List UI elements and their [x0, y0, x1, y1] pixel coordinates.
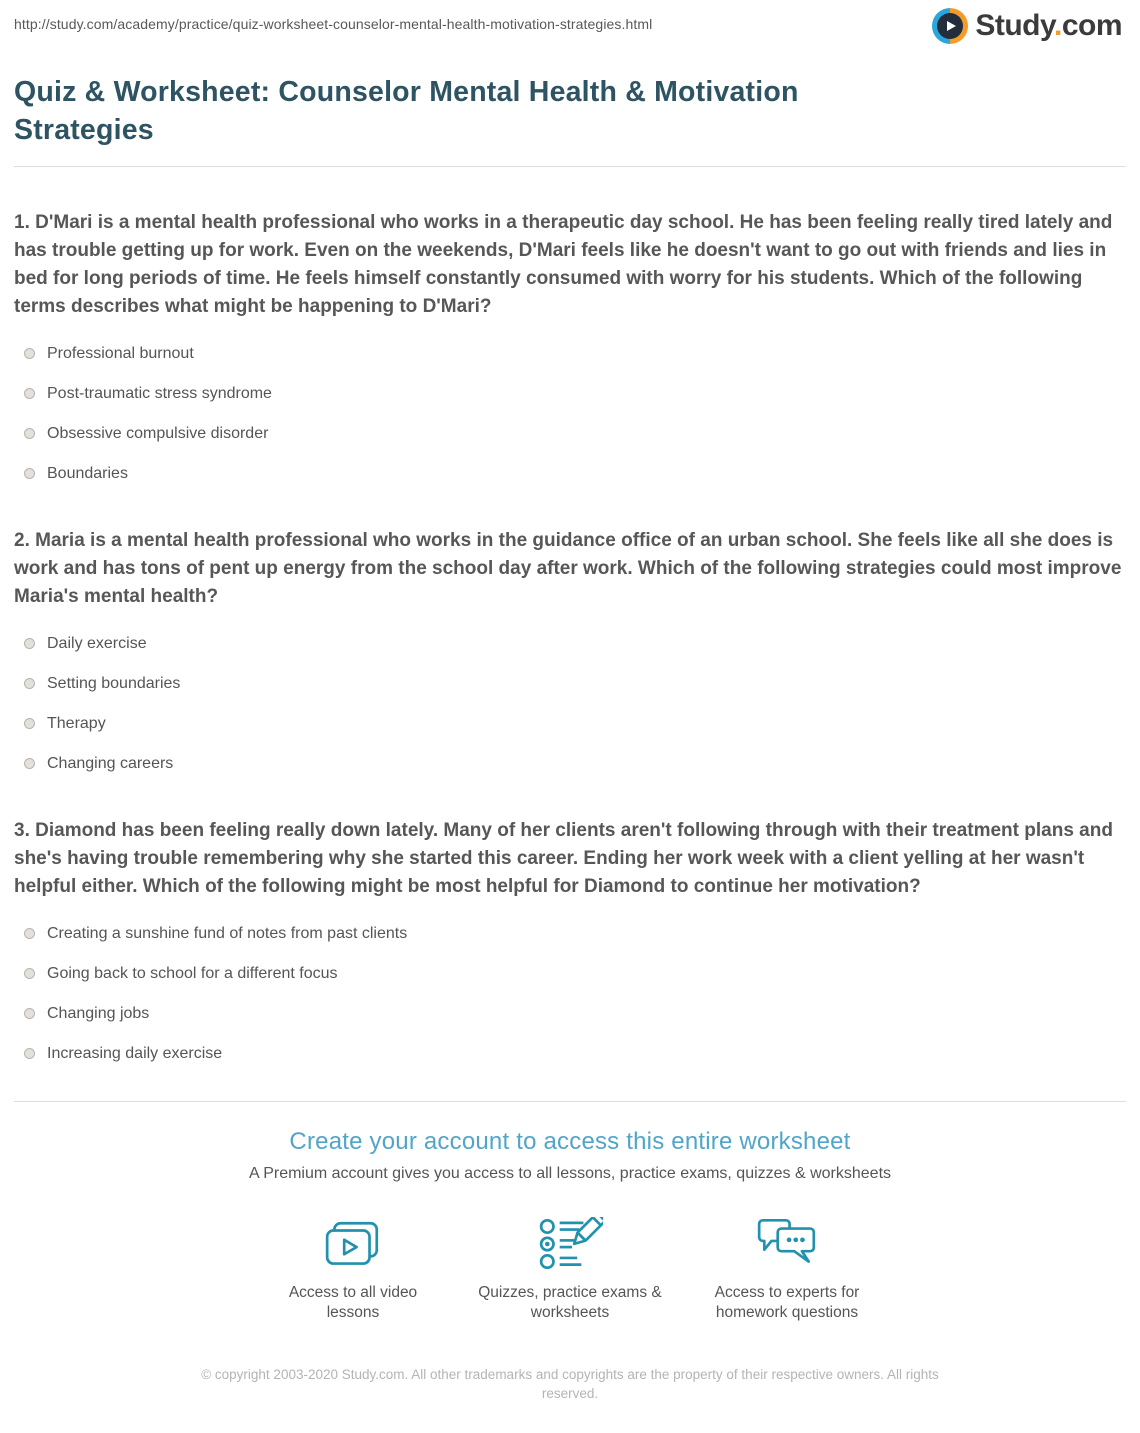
video-lessons-icon: [322, 1217, 384, 1271]
option-label[interactable]: Therapy: [47, 714, 106, 732]
studycom-logo[interactable]: [932, 8, 1122, 44]
question-2: [14, 527, 1126, 775]
question-1: [14, 209, 1126, 485]
radio-button[interactable]: [24, 428, 35, 439]
feature-quizzes-worksheets: [462, 1217, 679, 1323]
feature-homework-experts: [679, 1217, 896, 1323]
quiz-worksheet-icon: [537, 1217, 603, 1271]
answer-options: [14, 633, 1126, 775]
cta-divider: [14, 1101, 1126, 1102]
feature-label: Access to all video lessons: [288, 1283, 418, 1321]
radio-button[interactable]: [24, 1008, 35, 1019]
option-label[interactable]: Obsessive compulsive disorder: [47, 424, 269, 442]
option-label[interactable]: Increasing daily exercise: [47, 1044, 223, 1062]
answer-option: [14, 713, 1126, 735]
radio-button[interactable]: [24, 968, 35, 979]
answer-option: [14, 343, 1126, 365]
cta-subheading: A Premium account gives you access to all lessons, practice exams, quizzes & worksheets: [248, 1164, 892, 1182]
copyright-notice: © copyright 2003-2020 Study.com. All other trademarks and copyrights are the property of their respective owners. All rights reserved.: [201, 1366, 939, 1401]
question-3: [14, 817, 1126, 1065]
answer-option: [14, 1003, 1126, 1025]
logo-dot: .: [1053, 9, 1062, 42]
answer-option: [14, 383, 1126, 405]
radio-button[interactable]: [24, 388, 35, 399]
cta-heading: Create your account to access this entire worksheet: [289, 1127, 851, 1155]
studycom-play-icon: [932, 8, 968, 44]
answer-options: [14, 343, 1126, 485]
option-label[interactable]: Changing jobs: [47, 1004, 150, 1022]
answer-option: [14, 423, 1126, 445]
play-triangle-icon: [947, 21, 956, 31]
answer-option: [14, 923, 1126, 945]
question-text: 1. D'Mari is a mental health professional who works in a therapeutic day school. He has been feeling really tired lately and has trouble getting up for work. Even on the weekends, D'Mari feels like he doesn't want to go out with friends and lies in bed for long periods of time. He feels himself constantly consumed with worry for his students. Which of the following terms describes what might be happening to D'Mari?: [14, 211, 1113, 317]
option-label[interactable]: Professional burnout: [47, 344, 194, 362]
radio-button[interactable]: [24, 468, 35, 479]
option-label[interactable]: Creating a sunshine fund of notes from past clients: [47, 924, 408, 942]
features-row: [14, 1217, 1126, 1323]
feature-video-lessons: [245, 1217, 462, 1323]
answer-option: [14, 463, 1126, 485]
radio-button[interactable]: [24, 638, 35, 649]
question-text: 3. Diamond has been feeling really down lately. Many of her clients aren't following through with their treatment plans and she's having trouble remembering why she started this career. Ending her work week with a client yelling at her wasn't helpful either. Which of the following might be most helpful for Diamond to continue her motivation?: [14, 819, 1113, 897]
page-url: http://study.com/academy/practice/quiz-worksheet-counselor-mental-health-motivation-strategies.html: [14, 16, 653, 32]
title-divider: [14, 166, 1126, 167]
option-label[interactable]: Going back to school for a different focus: [47, 964, 338, 982]
answer-option: [14, 753, 1126, 775]
option-label[interactable]: Boundaries: [47, 464, 128, 482]
studycom-logo-text: Study.com: [975, 9, 1122, 42]
feature-label: Quizzes, practice exams & worksheets: [478, 1283, 662, 1321]
page-header: [14, 0, 1126, 52]
answer-option: [14, 963, 1126, 985]
option-label[interactable]: Changing careers: [47, 754, 174, 772]
option-label[interactable]: Post-traumatic stress syndrome: [47, 384, 272, 402]
page-title: Quiz & Worksheet: Counselor Mental Health & Motivation Strategies: [14, 76, 799, 146]
radio-button[interactable]: [24, 678, 35, 689]
answer-option: [14, 633, 1126, 655]
radio-button[interactable]: [24, 718, 35, 729]
question-text: 2. Maria is a mental health professional who works in the guidance office of an urban school. She feels like all she does is work and has tons of pent up energy from the school day after work. Which of the following strategies could most improve Maria's mental health?: [14, 529, 1122, 607]
answer-options: [14, 923, 1126, 1065]
feature-label: Access to experts for homework questions: [714, 1283, 860, 1321]
chat-experts-icon: [754, 1217, 820, 1271]
option-label[interactable]: Daily exercise: [47, 634, 147, 652]
radio-button[interactable]: [24, 348, 35, 359]
radio-button[interactable]: [24, 1048, 35, 1059]
radio-button[interactable]: [24, 928, 35, 939]
answer-option: [14, 1043, 1126, 1065]
radio-button[interactable]: [24, 758, 35, 769]
answer-option: [14, 673, 1126, 695]
option-label[interactable]: Setting boundaries: [47, 674, 181, 692]
